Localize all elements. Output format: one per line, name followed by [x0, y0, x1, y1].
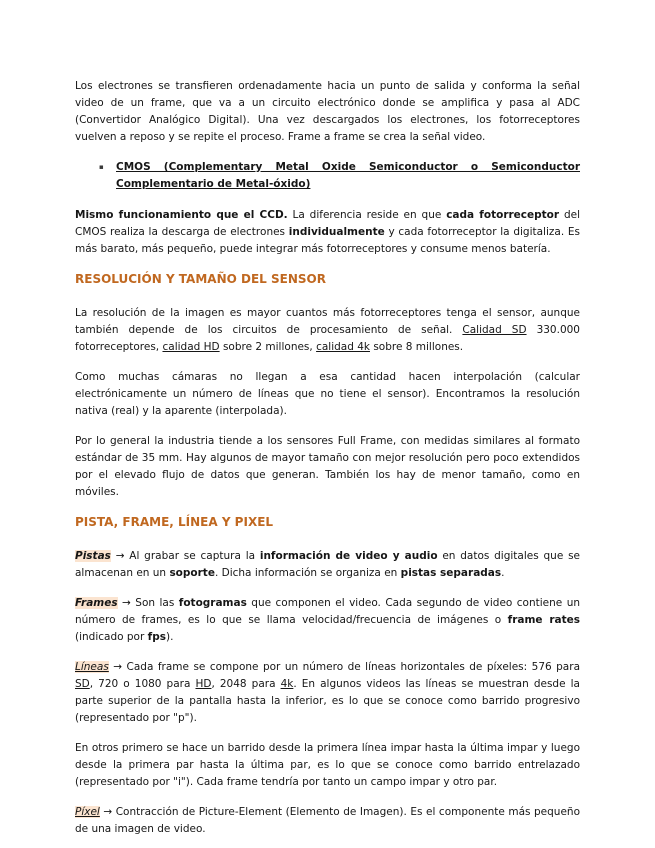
section-heading: [75, 271, 580, 288]
text-run: ).: [165, 631, 174, 643]
text-run: fps: [147, 631, 166, 643]
text-run: → Son las: [117, 597, 179, 609]
text-run: PISTA, FRAME, LÍNEA Y PIXEL: [75, 515, 274, 529]
text-run: Calidad SD: [462, 324, 527, 336]
text-run: sobre 2 millones,: [219, 341, 317, 353]
text-run: información de video y audio: [259, 550, 438, 562]
paragraph: [75, 804, 580, 838]
text-run: SD: [75, 678, 90, 690]
section-heading: [75, 514, 580, 531]
text-run: La diferencia reside en que: [287, 209, 447, 221]
text-run: calidad 4k: [316, 341, 370, 353]
text-run: 4k: [280, 678, 294, 690]
text-run: . Dicha información se organiza en: [214, 567, 401, 579]
highlighted-term: Líneas: [75, 661, 109, 673]
paragraph: [75, 548, 580, 582]
bullet-square-icon: ▪: [99, 163, 104, 171]
text-run: → Cada frame se compone por un número de líneas horizontales de píxeles: 576 para: [108, 661, 580, 673]
text-run: Como muchas cámaras no llegan a esa cantidad hacen interpolación (calcular electrónicamente un número de líneas que no tiene el sensor). Encontramos la resolución nativa (real) y la aparente (interpolada).: [75, 371, 580, 417]
text-run: y cada fotorreceptor la digitaliza. Es más barato, más pequeño, puede integrar más fotorreceptores y consume menos batería.: [75, 226, 580, 255]
highlighted-term: Píxel: [75, 806, 100, 818]
paragraph: [75, 207, 580, 258]
text-run: HD: [195, 678, 212, 690]
highlighted-term: Pistas: [75, 550, 111, 562]
text-run: 330.000 fotorreceptores,: [75, 324, 580, 353]
text-run: individualmente: [288, 226, 385, 238]
document-body: [75, 78, 580, 848]
text-run: Mismo funcionamiento que el CCD.: [75, 209, 288, 221]
text-run: pistas separadas: [400, 567, 502, 579]
text-run: → Contracción de Picture-Element (Elemento de Imagen). Es el componente más pequeño de una imagen de video.: [75, 806, 580, 835]
bullet-item: [99, 159, 580, 193]
text-run: . En algunos videos las líneas se muestran desde la parte superior de la pantalla hasta la inferior, es lo que se conoce como barrido progresivo (representado por "p").: [75, 678, 580, 724]
text-run: frame rates: [507, 614, 580, 626]
text-run: fotogramas: [178, 597, 247, 609]
text-run: , 720 o 1080 para: [89, 678, 196, 690]
text-run: En otros primero se hace un barrido desde la primera línea impar hasta la última impar y luego desde la primera par hasta la última par, es lo que se conoce como barrido entrelazado (representado por "i"). Cada frame tendría por tanto un campo impar y otro par.: [75, 742, 580, 788]
paragraph: [75, 78, 580, 146]
highlighted-term: Frames: [75, 597, 118, 609]
text-run: Los electrones se transfieren ordenadamente hacia un punto de salida y conforma la señal video de un frame, que va a un circuito electrónico donde se amplifica y pasa al ADC (Convertidor Analógico Digital). Una vez descargados los electrones, los fotorreceptores vuelven a reposo y se repite el proceso. Frame a frame se crea la señal video.: [75, 80, 580, 143]
text-run: (indicado por: [75, 631, 148, 643]
paragraph: [75, 433, 580, 501]
text-run: que componen el video. Cada segundo de video contiene un número de frames, es lo que se llama velocidad/frecuencia de imágenes o: [75, 597, 581, 626]
paragraph: [75, 595, 580, 646]
text-run: La resolución de la imagen es mayor cuantos más fotorreceptores tenga el sensor, aunque también depende de los circuitos de procesamiento de señal.: [75, 307, 580, 336]
text-run: , 2048 para: [211, 678, 281, 690]
text-run: cada fotorreceptor: [446, 209, 560, 221]
bullet-text: [116, 159, 580, 193]
text-run: en datos digitales que se almacenan en un: [75, 550, 580, 579]
text-run: calidad HD: [162, 341, 220, 353]
paragraph: [75, 369, 580, 420]
text-run: → Al grabar se captura la: [110, 550, 260, 562]
text-run: soporte: [169, 567, 215, 579]
text-run: Por lo general la industria tiende a los sensores Full Frame, con medidas similares al formato estándar de 35 mm. Hay algunos de mayor tamaño con mejor resolución pero poco extendidos por el elevado flujo de datos que generan. También los hay de menor tamaño, como en móviles.: [75, 435, 580, 498]
text-run: RESOLUCIÓN Y TAMAÑO DEL SENSOR: [75, 272, 326, 286]
paragraph: [75, 740, 580, 791]
text-run: del CMOS realiza la descarga de electrones: [75, 209, 580, 238]
text-run: .: [501, 567, 505, 579]
paragraph: [75, 305, 580, 356]
text-run: sobre 8 millones.: [369, 341, 464, 353]
paragraph: [75, 659, 580, 727]
text-run: CMOS (Complementary Metal Oxide Semiconductor o Semiconductor Complementario de Metal-óxido): [116, 161, 580, 190]
